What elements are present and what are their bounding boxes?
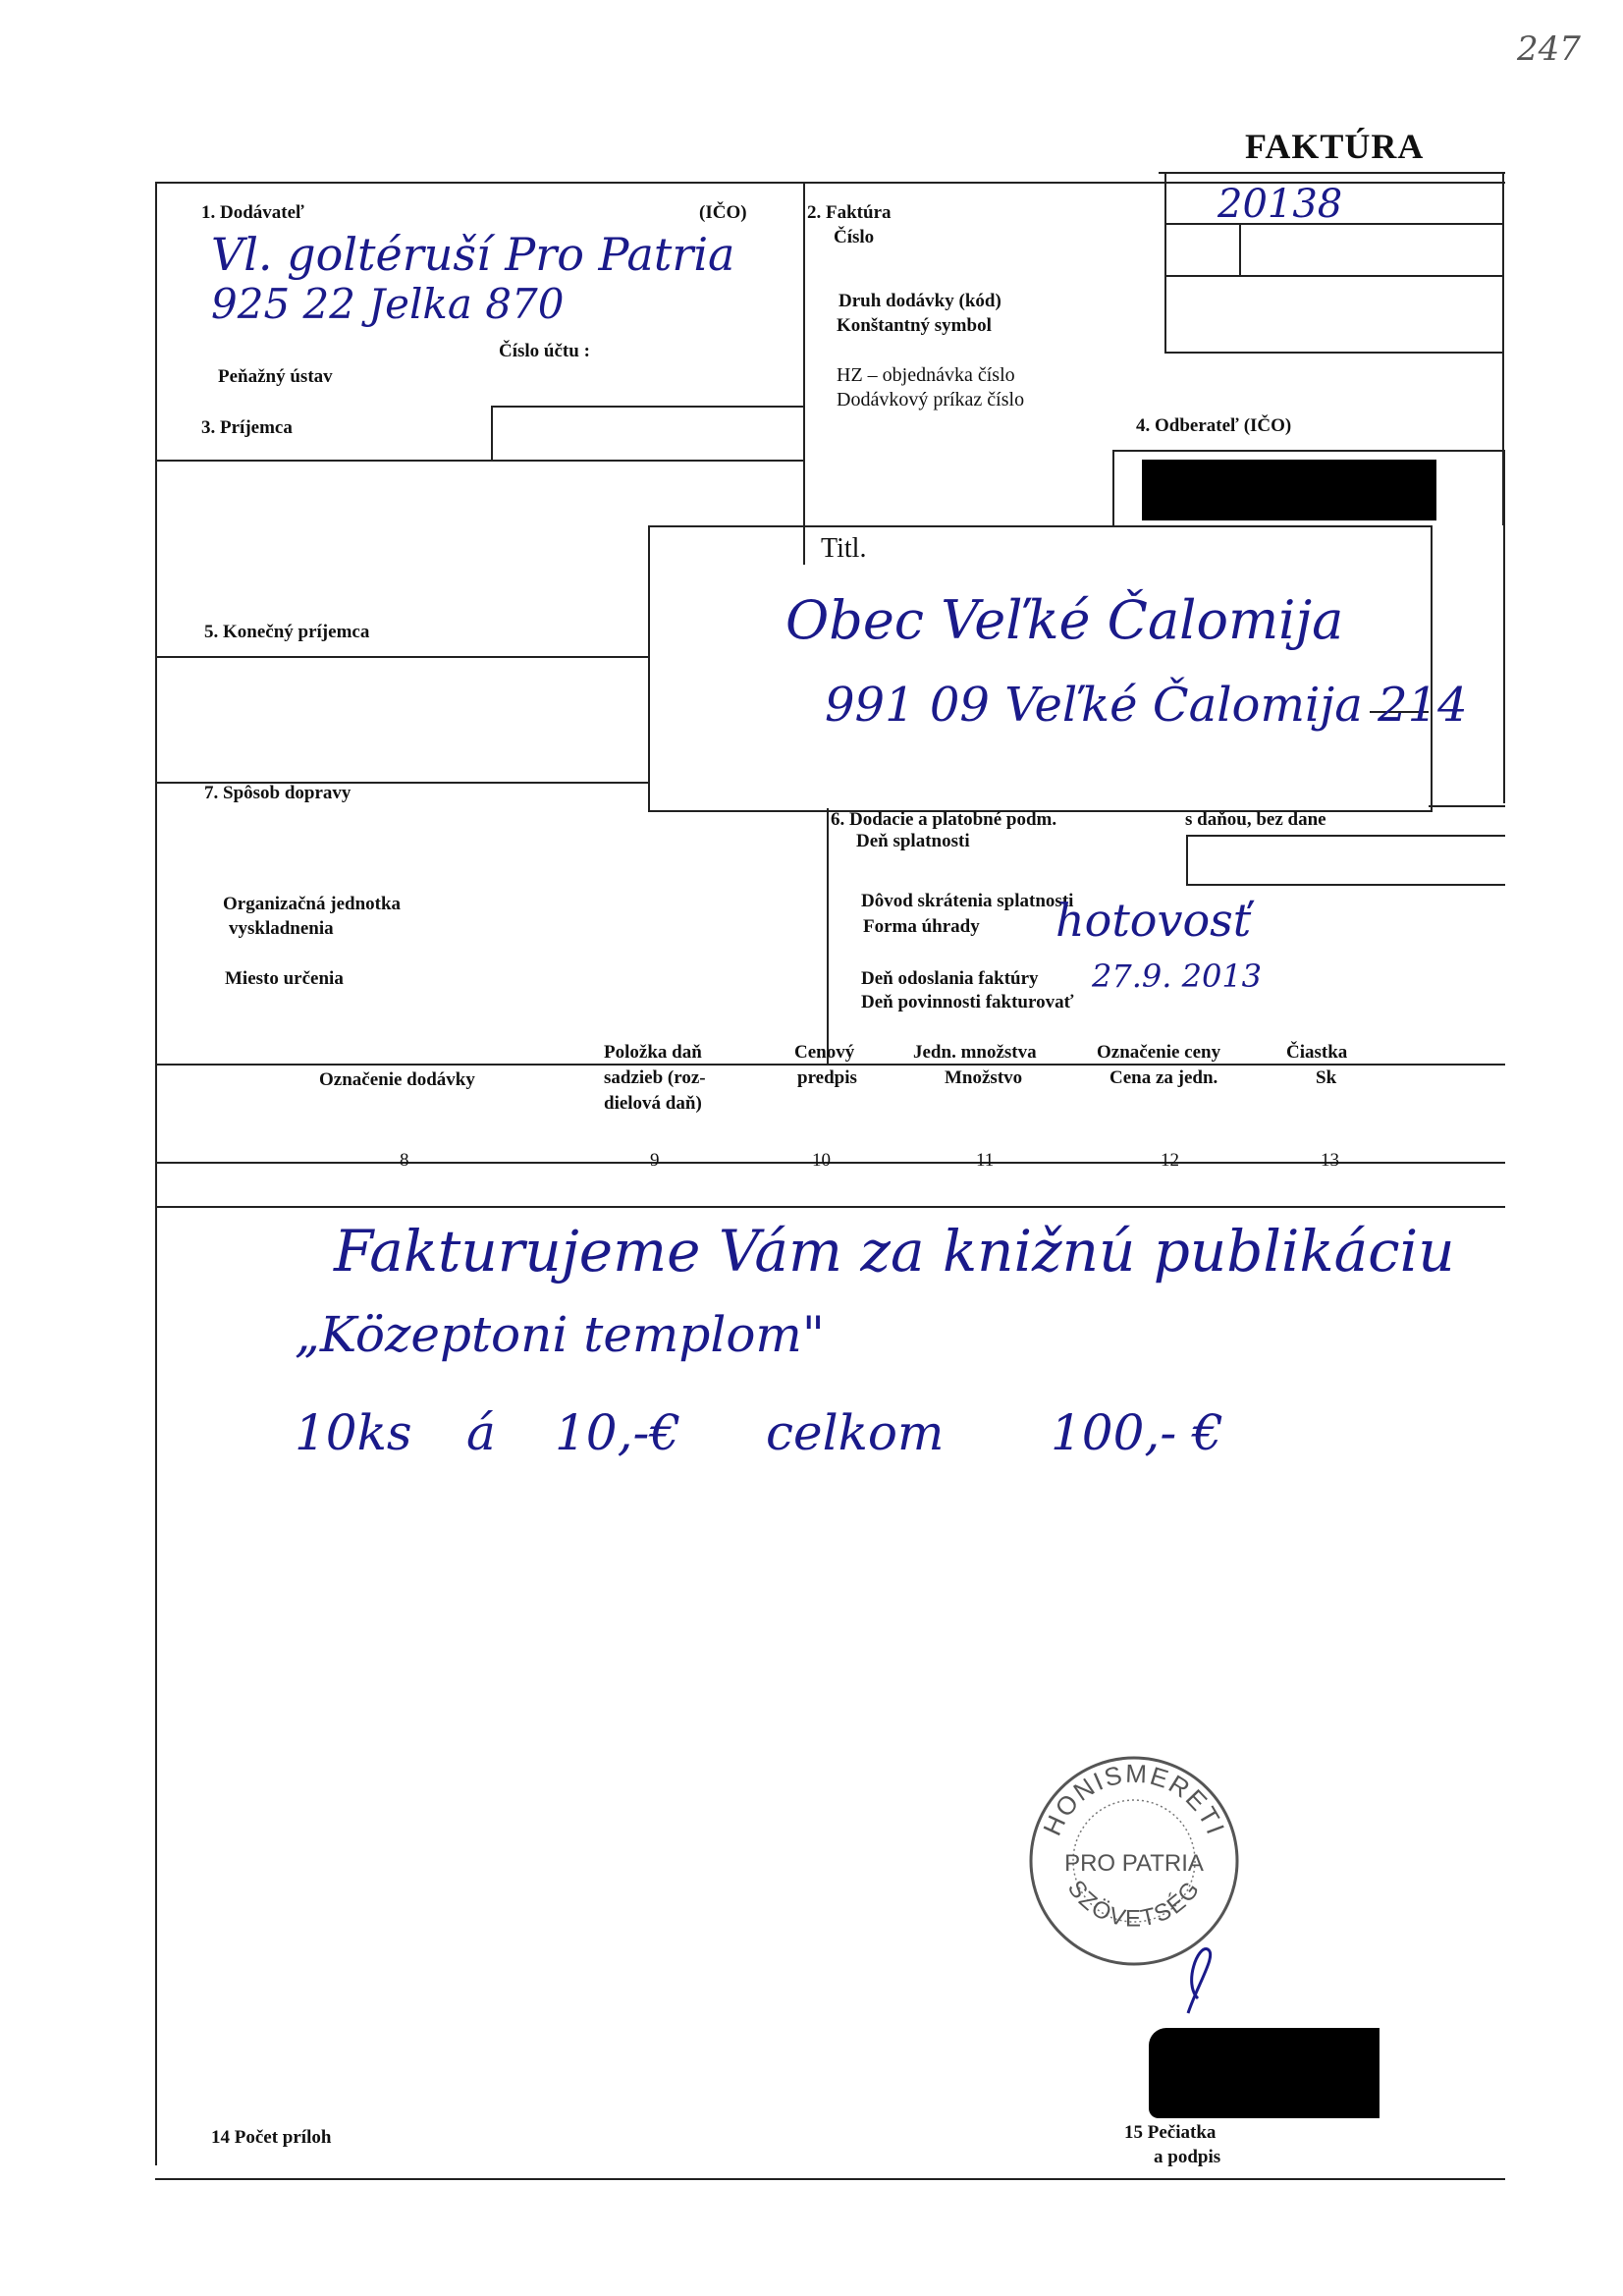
account-box-left [491,406,493,462]
supplier-bottom-line [155,460,805,462]
invoice-title: FAKTÚRA [1245,127,1425,166]
send-date-handwritten: 27.9. 2013 [1092,957,1263,995]
redacted-signature [1149,2028,1380,2118]
transport-label: 7. Spôsob dopravy [204,783,352,803]
customer-label: 4. Odberateľ (IČO) [1136,415,1292,436]
invoice-box-line2 [1164,275,1503,277]
tax-box-bottom [1186,884,1505,886]
col-price-reg-1: Cenový [794,1042,855,1063]
supplier-label: 1. Dodávateľ [201,202,304,223]
col-price-reg-2: predpis [797,1067,857,1088]
invoice-box-small-divider [1239,223,1241,277]
supplier-ico-label: (IČO) [699,202,747,223]
invoice-box-line3 [1164,352,1503,354]
customer-box-right [1503,450,1505,803]
bank-label: Peňažný ústav [218,366,333,387]
stamp-middle-text: PRO PATRIA [1064,1850,1204,1877]
constant-symbol-label: Konštantný symbol [837,315,992,336]
attachments-label: 14 Počet príloh [211,2127,332,2148]
col-unit-1: Jedn. množstva [913,1042,1037,1063]
invoice-number-label: Číslo [834,227,875,247]
svg-text:SZÖVETSÉG [1062,1876,1207,1933]
seal-label-2: a podpis [1154,2147,1221,2167]
invoicing-duty-label: Deň povinnosti fakturovať [861,992,1074,1012]
order-number-label: HZ – objednávka číslo [837,364,1015,386]
with-tax-label: s daňou, bez dane [1185,809,1326,830]
payment-divider [827,808,829,1064]
seal-label-1: 15 Pečiatka [1124,2122,1217,2143]
final-recipient-line [155,656,648,658]
page-number-handwritten: 247 [1517,29,1581,69]
supplier-name-handwritten: Vl. goltéruší Pro Patria [211,228,735,281]
customer-address-handwritten: 991 09 Veľké Čalomija 214 [825,678,1468,733]
payment-form-handwritten: hotovosť [1055,894,1252,947]
col-amount-2: Sk [1316,1067,1337,1088]
customer-box-left [1112,450,1114,528]
stamp-bottom-text: SZÖVETSÉG [1061,1875,1207,1933]
col-price-desig-2: Cena za jedn. [1109,1067,1218,1088]
organization-stamp [1021,1748,1247,1974]
recipient-label: 3. Príjemca [201,417,293,438]
payment-top-right [1429,805,1505,807]
titl-label: Titl. [821,533,867,564]
body-line-3-unit-price: 10,-€ [555,1404,681,1461]
col-tax-item-3: dielová daň) [604,1093,702,1114]
col-delivery-designation: Označenie dodávky [319,1069,475,1090]
invoice-number-handwritten: 20138 [1217,182,1343,227]
svg-text:HONISMERETI [1037,1759,1231,1840]
col-tax-item-2: sadzieb (roz- [604,1067,706,1088]
titl-box [648,525,1433,812]
invoice-box-left-line [1164,172,1166,354]
org-unit-label: Organizačná jednotka [223,894,402,914]
table-number-row-bottom [155,1206,1505,1208]
customer-box-top [1112,450,1505,452]
col-number-9: 9 [650,1150,660,1171]
col-number-12: 12 [1161,1150,1179,1171]
tax-box-left [1186,835,1188,884]
body-line-2: „Közeptoni templom" [295,1306,825,1363]
redacted-customer-ico [1142,460,1436,520]
delivery-order-label: Dodávkový príkaz číslo [837,389,1025,410]
body-line-3-a: á [466,1404,496,1461]
delivery-type-label: Druh dodávky (kód) [839,291,1001,311]
reason-shorten-label: Dôvod skrátenia splatnosti [861,891,1074,911]
account-number-label: Číslo účtu : [499,341,590,361]
body-line-3-total-label: celkom [766,1404,945,1461]
account-box-top [491,406,805,408]
stamp-top-text: HONISMERETI [1037,1758,1231,1840]
body-line-3-qty: 10ks [295,1404,412,1461]
tax-box-top [1186,835,1505,837]
col-price-desig-1: Označenie ceny [1097,1042,1221,1063]
col-number-8: 8 [400,1150,409,1171]
invoice-label: 2. Faktúra [807,202,892,223]
destination-label: Miesto určenia [225,968,344,989]
final-recipient-label: 5. Konečný príjemca [204,622,370,642]
titl-box-divider [803,525,805,565]
col-amount-1: Čiastka [1286,1042,1348,1063]
col-tax-item-1: Položka daň [604,1042,702,1063]
title-underline [1159,172,1505,174]
org-unit-label-2: vyskladnenia [229,918,334,939]
col-number-10: 10 [812,1150,831,1171]
frame-bottom-line [155,2178,1505,2180]
send-date-label: Deň odoslania faktúry [861,968,1039,989]
divider-supplier-invoice [803,182,805,560]
body-line-3-total: 100,- € [1051,1404,1223,1461]
customer-name-handwritten: Obec Veľké Čalomija [785,589,1344,651]
frame-left-line [155,182,157,2165]
col-number-11: 11 [976,1150,995,1171]
payment-form-label: Forma úhrady [863,916,980,937]
signature-scribble [1168,1944,1227,2023]
due-day-label: Deň splatnosti [856,831,970,851]
payment-terms-label: 6. Dodacie a platobné podm. [831,809,1057,830]
supplier-address-handwritten: 925 22 Jelka 870 [211,280,565,328]
body-line-1: Fakturujeme Vám za knižnú publikáciu [334,1218,1455,1285]
col-number-13: 13 [1321,1150,1339,1171]
col-unit-2: Množstvo [945,1067,1023,1088]
